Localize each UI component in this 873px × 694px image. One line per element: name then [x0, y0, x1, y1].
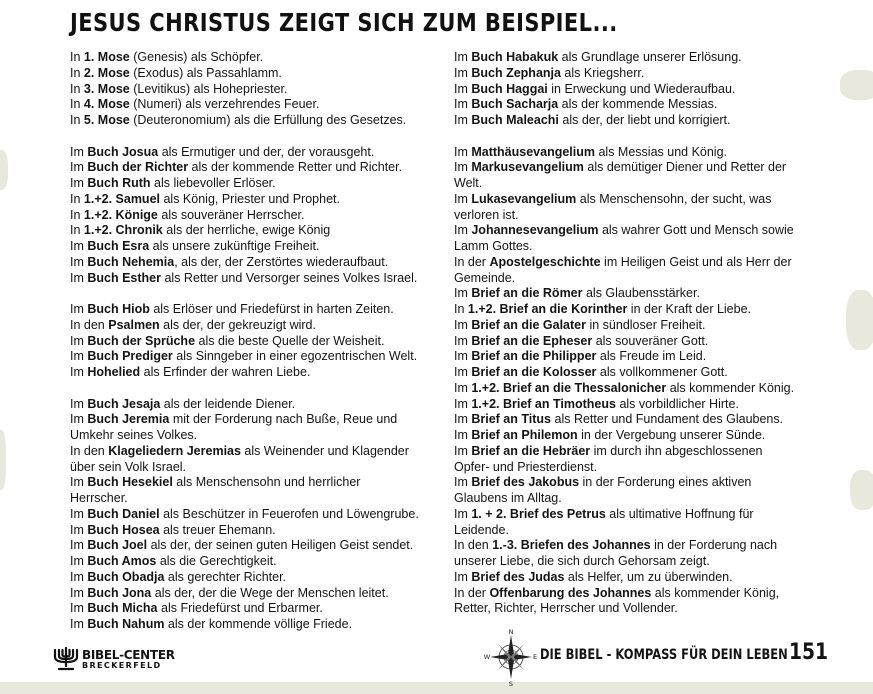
- book-name: Buch Zephanja: [471, 65, 561, 80]
- text-line: [454, 82, 809, 98]
- book-name: 3. Mose: [83, 81, 130, 96]
- text-line: [454, 97, 809, 113]
- text-line: [70, 428, 442, 444]
- line-text: als Sinngeber in einer egozentrischen Welt.: [172, 349, 418, 364]
- line-text: Glaubens im Alltag.: [454, 491, 562, 505]
- line-text: als Retter und Versorger seines Volkes Israel.: [161, 270, 418, 285]
- book-name: Buch Habakuk: [471, 50, 559, 64]
- text-line: [454, 586, 809, 602]
- line-text: Im: [70, 538, 88, 553]
- text-line: [70, 113, 442, 129]
- text-line: [454, 507, 809, 523]
- line-text: als Weinender und Klagender: [240, 443, 409, 458]
- line-text: Im: [70, 349, 88, 364]
- text-line: [70, 554, 442, 570]
- text-line: [454, 239, 809, 255]
- line-text: Retter, Richter, Herrscher und Vollender.: [454, 601, 678, 616]
- line-text: Im: [70, 396, 88, 411]
- line-text: Im: [70, 522, 88, 537]
- book-name: Buch der Richter: [87, 160, 189, 175]
- text-line: [70, 66, 442, 82]
- book-name: 4. Mose: [83, 97, 130, 112]
- book-name: Buch Micha: [87, 601, 158, 616]
- line-text: Im: [454, 349, 472, 364]
- line-text: Welt.: [454, 176, 483, 190]
- line-text: Im: [454, 365, 472, 379]
- line-text: Im: [70, 144, 88, 159]
- text-line: [454, 601, 809, 617]
- book-name: Buch Hiob: [87, 302, 150, 316]
- book-name: Buch Jesaja: [87, 396, 161, 411]
- book-name: Buch Hesekiel: [87, 475, 173, 490]
- text-line: [70, 460, 442, 476]
- line-text: Im: [70, 160, 88, 175]
- line-text: Im: [454, 113, 472, 127]
- line-text: Im: [454, 475, 472, 490]
- book-name: Buch Daniel: [87, 506, 160, 521]
- book-name: Buch Nahum: [87, 617, 165, 631]
- book-name: Hohelied: [87, 365, 141, 379]
- book-name: Buch Obadja: [87, 569, 165, 584]
- edge-texture: [840, 70, 873, 100]
- line-text: In: [454, 302, 468, 316]
- line-text: In den: [454, 538, 493, 553]
- book-name: 1.+2. Chronik: [83, 223, 163, 238]
- line-text: Im: [70, 554, 88, 568]
- text-line: [70, 601, 442, 617]
- edge-texture: [0, 430, 6, 490]
- line-text: (Genesis) als Schöpfer.: [129, 50, 264, 64]
- line-text: Lamm Gottes.: [454, 239, 533, 253]
- book-name: Buch Nehemia: [87, 254, 175, 269]
- text-line: [454, 145, 809, 161]
- menorah-icon: [52, 646, 80, 672]
- book-name: Brief an die Hebräer: [471, 443, 591, 458]
- line-text: als Kriegsherr.: [560, 65, 645, 80]
- logo-name: BIBEL-CENTER: [82, 648, 175, 662]
- text-line: [70, 318, 442, 334]
- line-text: Herrscher.: [70, 491, 128, 505]
- line-text: In: [70, 207, 84, 222]
- line-text: Im: [454, 65, 472, 80]
- text-line: [70, 617, 442, 633]
- book-name: 1.+2. Brief an die Thessalonicher: [471, 380, 667, 395]
- line-text: über sein Volk Israel.: [70, 459, 187, 474]
- book-name: 2. Mose: [83, 65, 130, 80]
- book-name: Brief an Philemon: [471, 428, 578, 442]
- book-name: Brief an die Philipper: [471, 349, 597, 364]
- line-text: Im: [454, 506, 472, 521]
- book-name: 1.-3. Briefen des Johannes: [492, 538, 651, 553]
- line-text: als kommender König,: [651, 585, 780, 600]
- line-text: In: [70, 81, 84, 96]
- line-text: als gerechter Richter.: [164, 569, 287, 584]
- text-line: [454, 286, 809, 302]
- line-text: als kommender König.: [666, 380, 795, 395]
- edge-texture: [850, 470, 873, 510]
- line-text: Im: [454, 443, 472, 458]
- book-name: Apostelgeschichte: [489, 254, 601, 269]
- book-name: 1.+2. Brief an Timotheus: [471, 396, 616, 411]
- line-text: In den: [70, 317, 109, 332]
- line-text: Im: [454, 569, 472, 584]
- book-name: 1.+2. Brief an die Korinther: [467, 302, 628, 316]
- line-text: im Heiligen Geist und als Herr der: [600, 254, 792, 269]
- book-name: Brief an die Galater: [471, 317, 586, 332]
- book-name: Buch Hosea: [87, 522, 160, 537]
- line-text: als der kommende völlige Friede.: [164, 617, 353, 631]
- book-name: 1.+2. Samuel: [83, 191, 160, 206]
- line-text: als Glaubensstärker.: [582, 286, 700, 301]
- text-line: [70, 255, 442, 271]
- line-text: als der, der liebt und korrigiert.: [558, 113, 731, 127]
- line-text: In: [70, 65, 84, 80]
- line-text: als Ermutiger und der, der vorausgeht.: [158, 144, 375, 159]
- book-name: Psalmen: [108, 317, 160, 332]
- page-number: 151: [789, 640, 829, 665]
- compass-rose-icon: [484, 627, 538, 687]
- line-text: Im: [70, 302, 88, 316]
- line-text: als der, der seinen guten Heiligen Geist sendet.: [147, 538, 414, 553]
- line-text: Im: [454, 333, 472, 348]
- book-name: Buch Josua: [87, 144, 159, 159]
- text-line: [454, 113, 809, 129]
- compass-south-label: S: [508, 680, 514, 687]
- line-text: , als der, der Zerstörtes wiederaufbaut.: [174, 254, 389, 269]
- text-line: [70, 239, 442, 255]
- text-line: [454, 50, 809, 66]
- text-line: [454, 365, 809, 381]
- line-text: als treuer Ehemann.: [159, 522, 276, 537]
- line-text: als der, der die Wege der Menschen leitet.: [151, 585, 389, 600]
- line-text: als Menschensohn und herrlicher: [172, 475, 361, 490]
- book-name: Buch Haggai: [471, 81, 548, 96]
- text-line: [454, 349, 809, 365]
- line-text: (Numeri) als verzehrendes Feuer.: [129, 97, 320, 112]
- line-text: Im: [454, 144, 472, 159]
- line-text: Im: [454, 396, 472, 411]
- line-text: Im: [70, 617, 88, 631]
- book-name: Buch Esra: [87, 239, 150, 253]
- book-name: 1. Mose: [83, 50, 130, 64]
- book-name: Buch Maleachi: [471, 113, 559, 127]
- line-text: (Exodus) als Passahlamm.: [129, 65, 282, 80]
- text-line: [70, 475, 442, 491]
- text-line: [454, 381, 809, 397]
- line-text: In: [70, 113, 84, 127]
- text-line: [70, 145, 442, 161]
- line-text: als demütiger Diener und Retter der: [583, 160, 787, 175]
- line-text: Im: [454, 380, 472, 395]
- text-line: [70, 570, 442, 586]
- line-text: Im: [70, 569, 88, 584]
- line-text: In der: [454, 254, 490, 269]
- text-line: [454, 428, 809, 444]
- line-text: In: [70, 97, 84, 112]
- book-name: Klageliedern Jeremias: [108, 443, 241, 458]
- line-text: Im: [70, 601, 88, 616]
- line-text: In den: [70, 443, 109, 458]
- edge-texture: [846, 290, 873, 350]
- book-name: 5. Mose: [83, 113, 130, 127]
- line-text: als die Gerechtigkeit.: [156, 554, 277, 568]
- line-text: als der leidende Diener.: [160, 396, 296, 411]
- line-text: in Erweckung und Wiederaufbau.: [547, 81, 736, 96]
- text-line: [454, 444, 809, 460]
- book-name: Buch Joel: [87, 538, 148, 553]
- book-name: Offenbarung des Johannes: [489, 585, 652, 600]
- text-line: [454, 475, 809, 491]
- right-column: [454, 50, 809, 617]
- line-text: als Freude im Leid.: [596, 349, 707, 364]
- line-text: in der Kraft der Liebe.: [627, 302, 752, 316]
- line-text: als der kommende Messias.: [558, 97, 718, 112]
- line-text: verloren ist.: [454, 207, 519, 222]
- paragraph-gap: [454, 129, 809, 145]
- text-line: [70, 50, 442, 66]
- text-line: [70, 412, 442, 428]
- line-text: als unsere zukünftige Freiheit.: [149, 239, 320, 253]
- text-line: [454, 271, 809, 287]
- paragraph-gap: [70, 286, 442, 302]
- line-text: im durch ihn abgeschlossenen: [590, 443, 763, 458]
- text-line: [70, 82, 442, 98]
- text-line: [70, 523, 442, 539]
- line-text: als König, Priester und Prophet.: [160, 191, 340, 206]
- line-text: als Grundlage unserer Erlösung.: [558, 50, 742, 64]
- line-text: als der kommende Retter und Richter.: [188, 160, 403, 175]
- line-text: in der Forderung nach: [650, 538, 778, 553]
- book-name: Brief an die Kolosser: [471, 365, 597, 379]
- line-text: in sündloser Freiheit.: [585, 317, 706, 332]
- book-name: Brief an die Römer: [471, 286, 583, 301]
- text-line: [454, 397, 809, 413]
- text-line: [454, 538, 809, 554]
- book-name: Markusevangelium: [471, 160, 584, 175]
- line-text: Im: [70, 506, 88, 521]
- text-line: [454, 412, 809, 428]
- line-text: als der herrliche, ewige König: [162, 223, 331, 238]
- line-text: in der Vergebung unserer Sünde.: [577, 428, 766, 442]
- line-text: Im: [70, 270, 88, 285]
- line-text: als liebevoller Erlöser.: [150, 176, 276, 190]
- line-text: Im: [454, 412, 472, 427]
- text-line: [454, 208, 809, 224]
- line-text: als Menschensohn, der sucht, was: [576, 191, 772, 206]
- line-text: Im: [70, 365, 88, 379]
- line-text: Leidende.: [454, 522, 509, 537]
- line-text: Im: [70, 254, 88, 269]
- line-text: Umkehr seines Volkes.: [70, 428, 198, 442]
- text-line: [70, 507, 442, 523]
- text-line: [70, 223, 442, 239]
- line-text: als wahrer Gott und Mensch sowie: [598, 223, 794, 238]
- text-line: [454, 554, 809, 570]
- line-text: als der, der gekreuzigt wird.: [159, 317, 316, 332]
- edge-texture: [0, 150, 8, 190]
- bibel-center-logo: [52, 645, 182, 673]
- text-line: [70, 586, 442, 602]
- text-line: [70, 208, 442, 224]
- text-line: [70, 192, 442, 208]
- line-text: als vorbildlicher Hirte.: [615, 396, 739, 411]
- line-text: als Friedefürst und Erbarmer.: [157, 601, 323, 616]
- book-name: Lukasevangelium: [471, 191, 577, 206]
- book-name: Buch der Sprüche: [87, 333, 196, 348]
- text-line: [454, 570, 809, 586]
- line-text: Im: [454, 191, 472, 206]
- text-line: [454, 334, 809, 350]
- line-text: Opfer- und Priesterdienst.: [454, 459, 598, 474]
- book-name: Buch Prediger: [87, 349, 173, 364]
- line-text: Im: [454, 286, 472, 301]
- compass-west-label: W: [484, 653, 491, 661]
- text-line: [454, 302, 809, 318]
- text-line: [70, 538, 442, 554]
- text-line: [70, 397, 442, 413]
- text-line: [70, 271, 442, 287]
- line-text: Im: [454, 428, 472, 442]
- edge-texture: [0, 682, 873, 694]
- line-text: mit der Forderung nach Buße, Reue und: [169, 412, 398, 427]
- text-line: [454, 255, 809, 271]
- line-text: Im: [70, 475, 88, 490]
- book-name: 1. + 2. Brief des Petrus: [471, 506, 606, 521]
- text-line: [70, 365, 442, 381]
- compass-east-label: E: [532, 653, 538, 661]
- line-text: (Levitikus) als Hohepriester.: [129, 81, 288, 96]
- line-text: als vollkommener Gott.: [596, 365, 728, 379]
- line-text: als Messias und König.: [595, 144, 728, 159]
- line-text: als Beschützer in Feuerofen und Löwengrube.: [159, 506, 419, 521]
- text-line: [70, 176, 442, 192]
- text-line: [454, 176, 809, 192]
- line-text: Im: [454, 317, 472, 332]
- paragraph-gap: [70, 381, 442, 397]
- text-line: [454, 318, 809, 334]
- logo-location: BRECKERFELD: [82, 661, 162, 670]
- line-text: als ultimative Hoffnung für: [605, 506, 754, 521]
- line-text: Im: [70, 412, 88, 427]
- book-name: Brief des Jakobus: [471, 475, 580, 490]
- line-text: als Helfer, um zu überwinden.: [564, 569, 733, 584]
- book-name: Buch Jona: [87, 585, 152, 600]
- text-line: [454, 223, 809, 239]
- book-name: 1.+2. Könige: [83, 207, 158, 222]
- text-line: [70, 302, 442, 318]
- text-line: [70, 160, 442, 176]
- line-text: in der Forderung eines aktiven: [579, 475, 752, 490]
- book-name: Johannesevangelium: [471, 223, 599, 238]
- line-text: als souveräner Herrscher.: [157, 207, 305, 222]
- line-text: Im: [70, 239, 88, 253]
- book-name: Buch Jeremia: [87, 412, 170, 427]
- line-text: als die beste Quelle der Weisheit.: [195, 333, 385, 348]
- text-line: [70, 97, 442, 113]
- line-text: Im: [454, 81, 472, 96]
- line-text: Im: [454, 97, 472, 112]
- line-text: als Erfinder der wahren Liebe.: [140, 365, 311, 379]
- book-name: Buch Ruth: [87, 176, 151, 190]
- page-title: JESUS CHRISTUS ZEIGT SICH ZUM BEISPIEL...: [70, 8, 618, 37]
- book-name: Buch Sacharja: [471, 97, 559, 112]
- line-text: Im: [454, 160, 472, 175]
- text-line: [454, 160, 809, 176]
- text-line: [70, 491, 442, 507]
- text-line: [70, 334, 442, 350]
- line-text: Im: [70, 585, 88, 600]
- line-text: Im: [70, 176, 88, 190]
- book-name: Brief des Judas: [471, 569, 565, 584]
- book-name: Brief an Titus: [471, 412, 552, 427]
- line-text: (Deuteronomium) als die Erfüllung des Gesetzes.: [129, 113, 407, 127]
- compass-north-label: N: [508, 628, 514, 636]
- text-line: [454, 192, 809, 208]
- line-text: als Erlöser und Friedefürst in harten Zeiten.: [149, 302, 394, 316]
- text-line: [454, 523, 809, 539]
- line-text: In: [70, 50, 84, 64]
- text-line: [454, 491, 809, 507]
- line-text: als Retter und Fundament des Glaubens.: [551, 412, 784, 427]
- line-text: als souveräner Gott.: [592, 333, 709, 348]
- paragraph-gap: [70, 129, 442, 145]
- line-text: In: [70, 191, 84, 206]
- line-text: In: [70, 223, 84, 238]
- line-text: unserer Liebe, die sich durch Gehorsam zeigt.: [454, 554, 710, 568]
- text-line: [70, 444, 442, 460]
- book-name: Matthäusevangelium: [471, 144, 595, 159]
- left-column: [70, 50, 442, 633]
- book-name: Buch Amos: [87, 554, 157, 568]
- book-name: Buch Esther: [87, 270, 161, 285]
- line-text: In der: [454, 585, 490, 600]
- line-text: Im: [454, 223, 472, 238]
- line-text: Im: [454, 50, 472, 64]
- line-text: Im: [70, 333, 88, 348]
- line-text: Gemeinde.: [454, 270, 516, 285]
- text-line: [70, 349, 442, 365]
- footer-tagline: DIE BIBEL - KOMPASS FÜR DEIN LEBEN: [540, 647, 788, 663]
- text-line: [454, 66, 809, 82]
- book-name: Brief an die Epheser: [471, 333, 593, 348]
- text-line: [454, 460, 809, 476]
